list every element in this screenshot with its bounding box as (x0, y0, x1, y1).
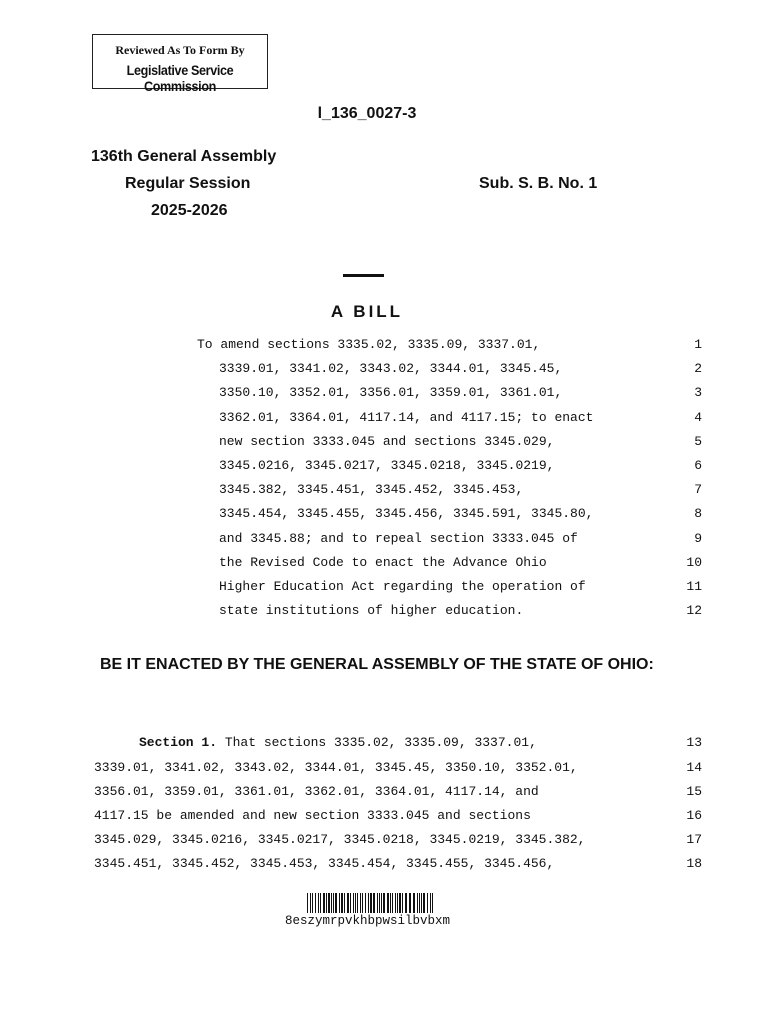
title-line: Higher Education Act regarding the operation of (219, 579, 586, 594)
line-number: 13 (686, 735, 702, 750)
section-line: 3339.01, 3341.02, 3343.02, 3344.01, 3345.45, 3350.10, 3352.01, (94, 760, 578, 775)
line-number: 11 (686, 579, 702, 594)
section-line: 3356.01, 3359.01, 3361.01, 3362.01, 3364.01, 4117.14, and (94, 784, 539, 799)
line-number: 7 (694, 482, 702, 498)
session-years: 2025-2026 (151, 202, 228, 219)
section-line: 4117.15 be amended and new section 3333.045 and sections (94, 808, 531, 823)
title-line: and 3345.88; and to repeal section 3333.045 of (219, 530, 578, 546)
line-number: 8 (694, 506, 702, 522)
line-number: 1 (694, 337, 702, 352)
line-number: 6 (694, 458, 702, 473)
bill-title: A BILL (330, 302, 404, 321)
title-line: the Revised Code to enact the Advance Ohio (219, 554, 547, 570)
line-number: 2 (694, 361, 702, 377)
line-number: 3 (694, 385, 702, 401)
line-number: 12 (686, 603, 702, 619)
line-number: 5 (694, 433, 702, 449)
title-line: new section 3333.045 and sections 3345.029, (219, 433, 555, 449)
bill-id: l_136_0027-3 (317, 105, 417, 122)
title-line: 3362.01, 3364.01, 4117.14, and 4117.15; to enact (219, 409, 594, 425)
enacting-clause: BE IT ENACTED BY THE GENERAL ASSEMBLY OF THE STATE OF OHIO: (100, 656, 654, 673)
section-line: 3345.451, 3345.452, 3345.453, 3345.454, 3345.455, 3345.456, (94, 856, 555, 871)
title-line: state institutions of higher education. (219, 603, 524, 619)
title-line: 3345.454, 3345.455, 3345.456, 3345.591, 3345.80, (219, 506, 594, 522)
section-line-text: That sections 3335.02, 3335.09, 3337.01, (217, 735, 537, 750)
stamp-line-1: Reviewed As To Form By (115, 43, 245, 57)
line-number: 10 (686, 554, 702, 570)
line-number: 16 (686, 808, 702, 823)
barcode-image (307, 893, 433, 913)
lsc-review-stamp (92, 34, 268, 94)
title-divider (343, 274, 384, 277)
line-number: 17 (686, 832, 702, 847)
title-line: 3350.10, 3352.01, 3356.01, 3359.01, 3361.01, (219, 385, 563, 401)
title-line: 3345.0216, 3345.0217, 3345.0218, 3345.0219, (219, 458, 555, 473)
session: Regular Session (125, 175, 251, 192)
line-number: 14 (686, 760, 702, 775)
bill-number: Sub. S. B. No. 1 (479, 175, 598, 192)
title-line: To amend sections 3335.02, 3335.09, 3337.01, (197, 337, 541, 352)
line-number: 15 (686, 784, 702, 799)
title-line: 3345.382, 3345.451, 3345.452, 3345.453, (219, 482, 524, 498)
stamp-line-2: Legislative Service Commission (126, 62, 234, 94)
section-line: 3345.029, 3345.0216, 3345.0217, 3345.0218, 3345.0219, 3345.382, (94, 832, 586, 847)
barcode-text: 8eszymrpvkhbpwsilbvbxm (285, 914, 451, 928)
section-heading: Section 1. (139, 735, 218, 750)
section-line (139, 735, 537, 750)
line-number: 18 (686, 856, 702, 871)
line-number: 9 (694, 530, 702, 546)
line-number: 4 (694, 409, 702, 425)
title-line: 3339.01, 3341.02, 3343.02, 3344.01, 3345.45, (219, 361, 563, 377)
general-assembly: 136th General Assembly (91, 148, 277, 165)
